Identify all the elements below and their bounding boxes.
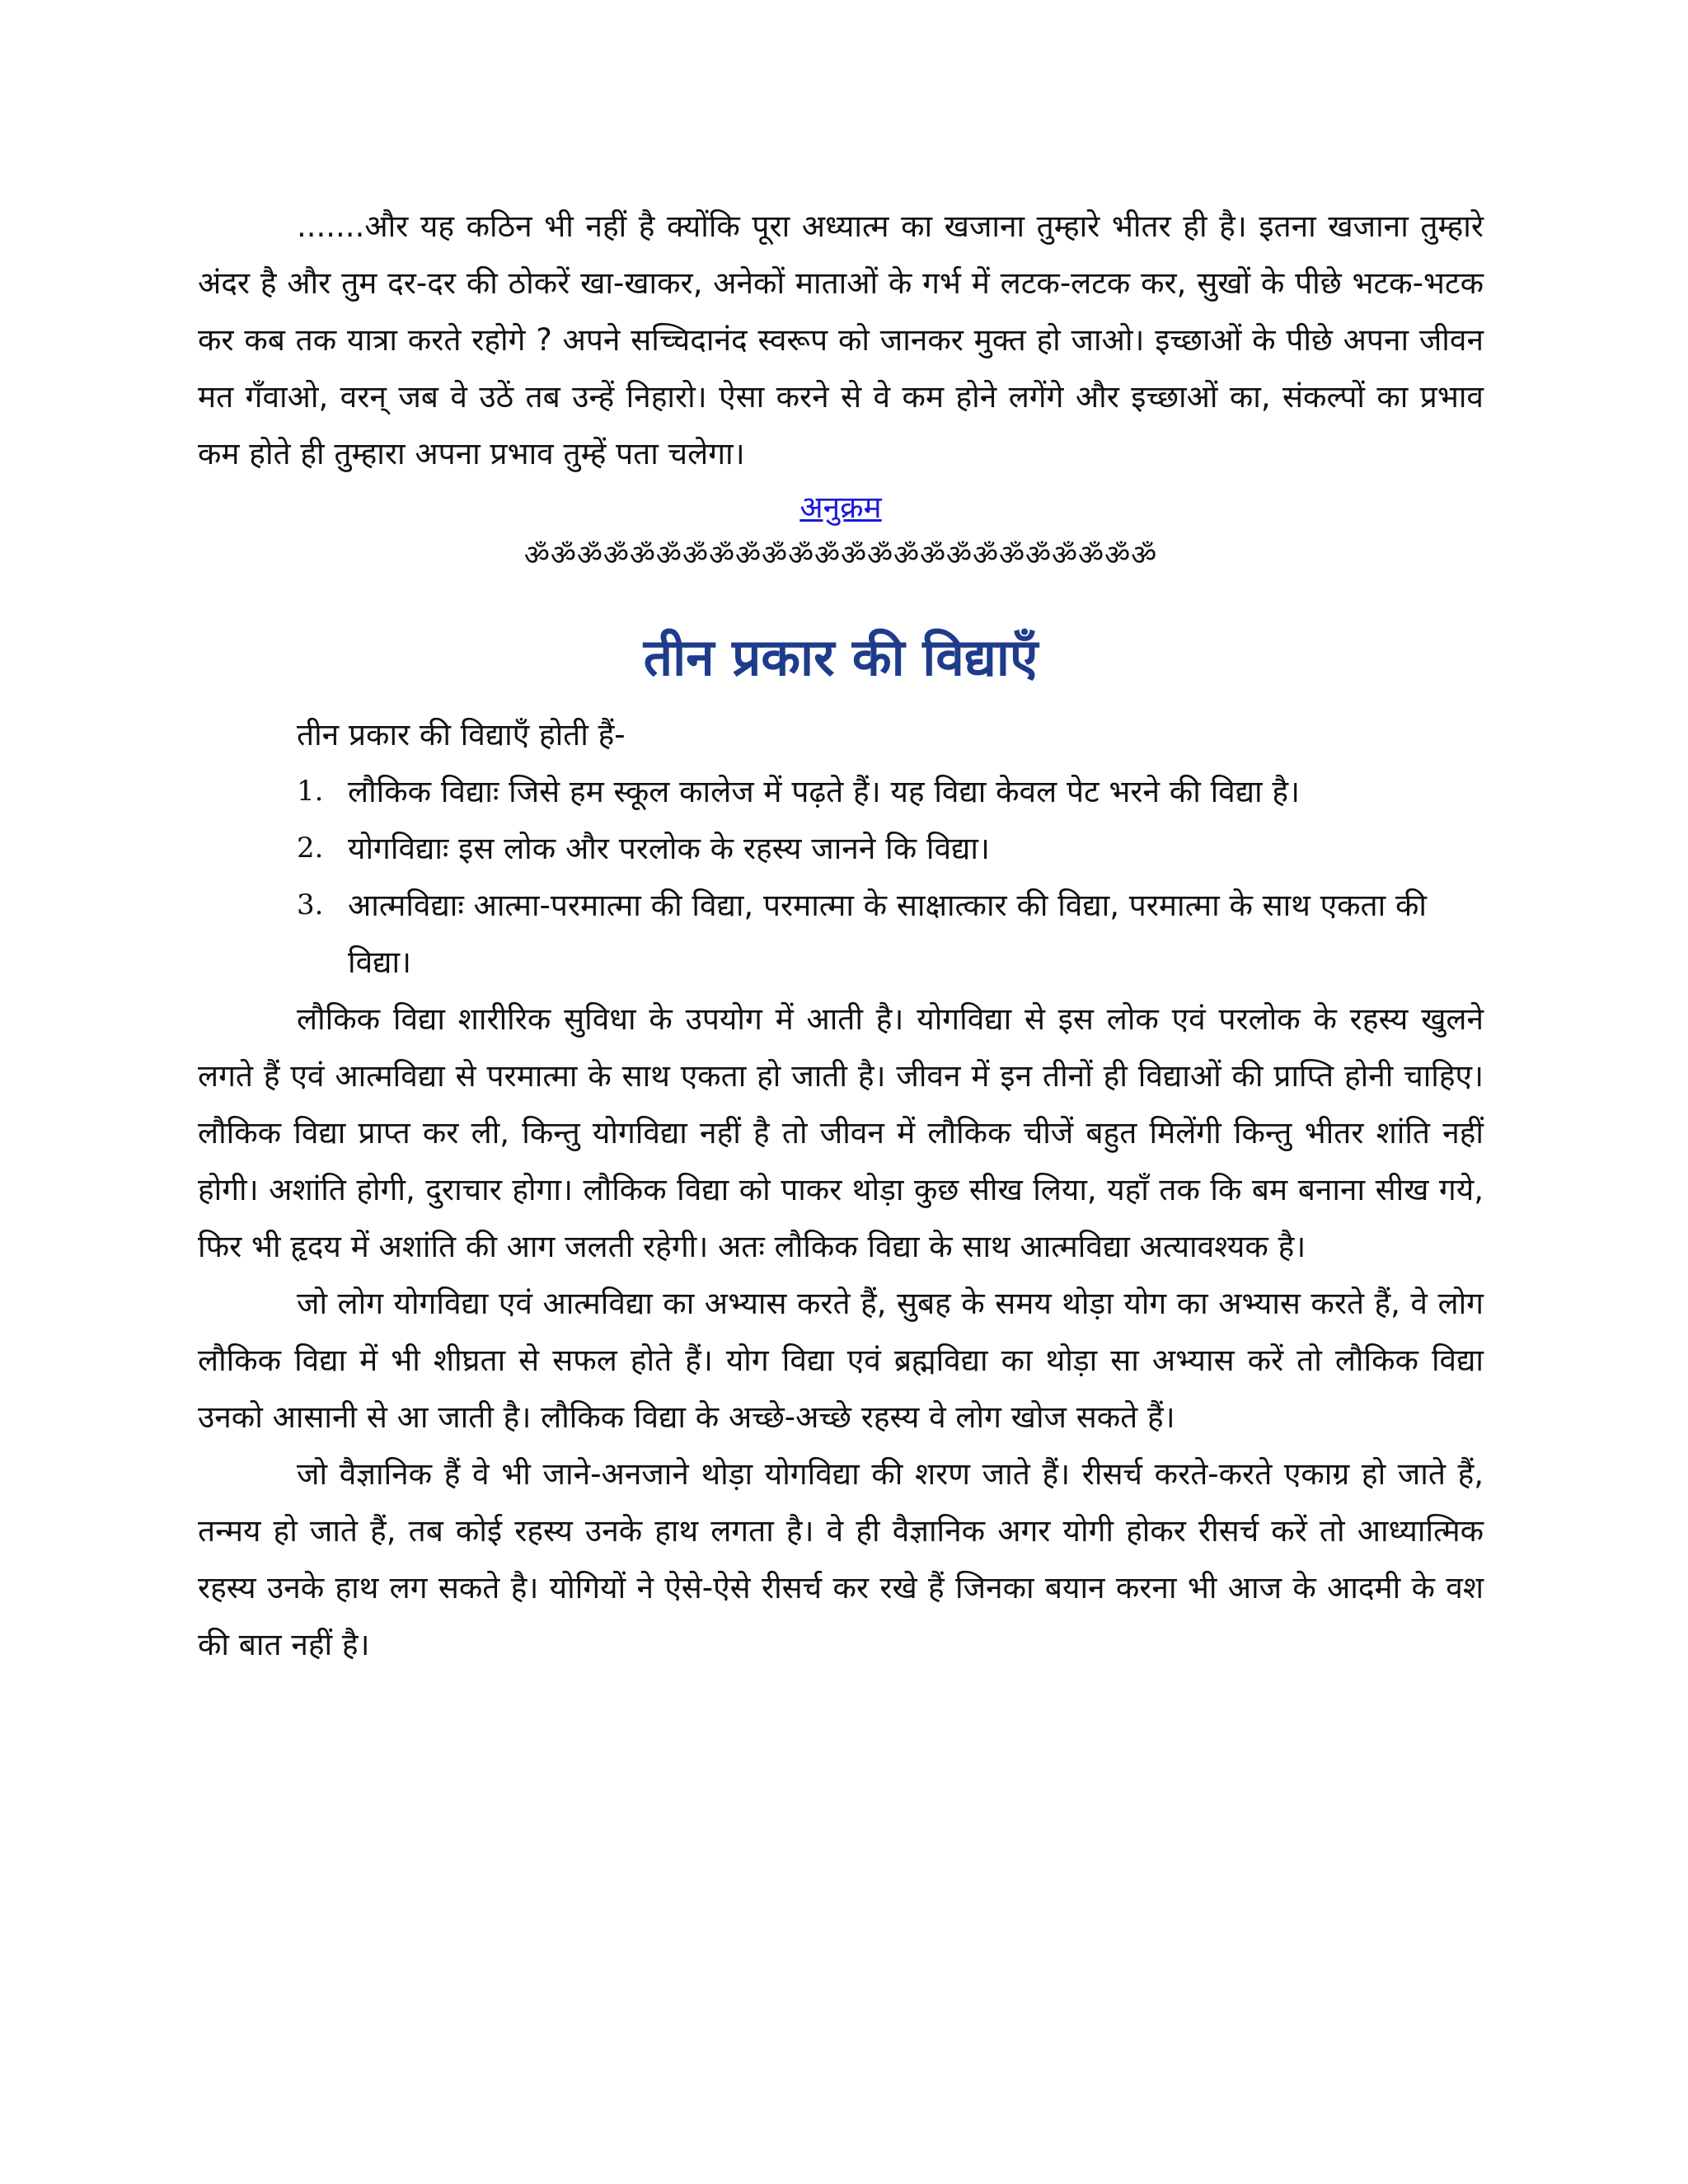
vidya-list bbox=[198, 763, 1484, 991]
toc-link[interactable]: अनुक्रम bbox=[799, 490, 882, 525]
list-item-text: आत्मविद्याः आत्मा-परमात्मा की विद्या, परमात्मा के साक्षात्कार की विद्या, परमात्मा के साथ एकता की विद्या। bbox=[348, 888, 1427, 980]
section-intro: तीन प्रकार की विद्याएँ होती हैं- bbox=[297, 717, 626, 752]
opening-paragraph: .......और यह कठिन भी नहीं है क्योंकि पूरा अध्यात्म का खजाना तुम्हारे भीतर ही है। इतना खजाना तुम्हारे अंदर है और तुम दर-दर की ठोकरें खा-खाकर, अनेकों माताओं के गर्भ में लटक-लटक कर, सुखों के पीछे भटक-भटक कर कब तक यात्रा करते रहोगे ? अपने सच्चिदानंद स्वरूप को जानकर मुक्त हो जाओ। इच्छाओं के पीछे अपना जीवन मत गँवाओ, वरन् जब वे उठें तब उन्हें निहारो। ऐसा करने से वे कम होने लगेंगे और इच्छाओं का, संकल्पों का प्रभाव कम होते ही तुम्हारा अपना प्रभाव तुम्हें पता चलेगा। bbox=[198, 209, 1484, 471]
toc-link-row bbox=[198, 482, 1484, 533]
list-number: 2. bbox=[297, 832, 324, 865]
list-item-text: लौकिक विद्याः जिसे हम स्कूल कालेज में पढ़ते हैं। यह विद्या केवल पेट भरने की विद्या है। bbox=[348, 774, 1301, 809]
list-item-text: योगविद्याः इस लोक और परलोक के रहस्य जानने कि विद्या। bbox=[348, 831, 990, 866]
body-paragraph: लौकिक विद्या शारीरिक सुविधा के उपयोग में आती है। योगविद्या से इस लोक एवं परलोक के रहस्य खुलने लगते हैं एवं आत्मविद्या से परमात्मा के साथ एकता हो जाती है। जीवन में इन तीनों ही विद्याओं की प्राप्ति होनी चाहिए। लौकिक विद्या प्राप्त कर ली, किन्तु योगविद्या नहीं है तो जीवन में लौकिक चीजें बहुत मिलेंगी किन्तु भीतर शांति नहीं होगी। अशांति होगी, दुराचार होगा। लौकिक विद्या को पाकर थोड़ा कुछ सीख लिया, यहाँ तक कि बम बनाना सीख गये, फिर भी हृदय में अशांति की आग जलती रहेगी। अतः लौकिक विद्या के साथ आत्मविद्या अत्यावश्यक है। bbox=[198, 1001, 1484, 1264]
om-divider: ॐॐॐॐॐॐॐॐॐॐॐॐॐॐॐॐॐॐॐॐॐॐॐॐ bbox=[523, 539, 1158, 572]
list-number: 3. bbox=[297, 888, 324, 921]
list-item bbox=[198, 877, 1484, 991]
body-paragraph: जो लोग योगविद्या एवं आत्मविद्या का अभ्यास करते हैं, सुबह के समय थोड़ा योग का अभ्यास करते हैं, वे लोग लौकिक विद्या में भी शीघ्रता से सफल होते हैं। योग विद्या एवं ब्रह्मविद्या का थोड़ा सा अभ्यास करें तो लौकिक विद्या उनको आसानी से आ जाती है। लौकिक विद्या के अच्छे-अच्छे रहस्य वे लोग खोज सकते हैं। bbox=[198, 1286, 1484, 1435]
body-paragraph: जो वैज्ञानिक हैं वे भी जाने-अनजाने थोड़ा योगविद्या की शरण जाते हैं। रीसर्च करते-करते एकाग्र हो जाते हैं, तन्मय हो जाते हैं, तब कोई रहस्य उनके हाथ लगता है। वे ही वैज्ञानिक अगर योगी होकर रीसर्च करें तो आध्यात्मिक रहस्य उनके हाथ लग सकते है। योगियों ने ऐसे-ऐसे रीसर्च कर रखे हैं जिनका बयान करना भी आज के आदमी के वश की बात नहीं है। bbox=[198, 1456, 1484, 1662]
list-item bbox=[198, 820, 1484, 877]
list-item bbox=[198, 763, 1484, 820]
list-number: 1. bbox=[297, 775, 324, 808]
section-heading: तीन प्रकार की विद्याएँ bbox=[643, 627, 1039, 687]
document-page bbox=[198, 198, 1484, 1673]
